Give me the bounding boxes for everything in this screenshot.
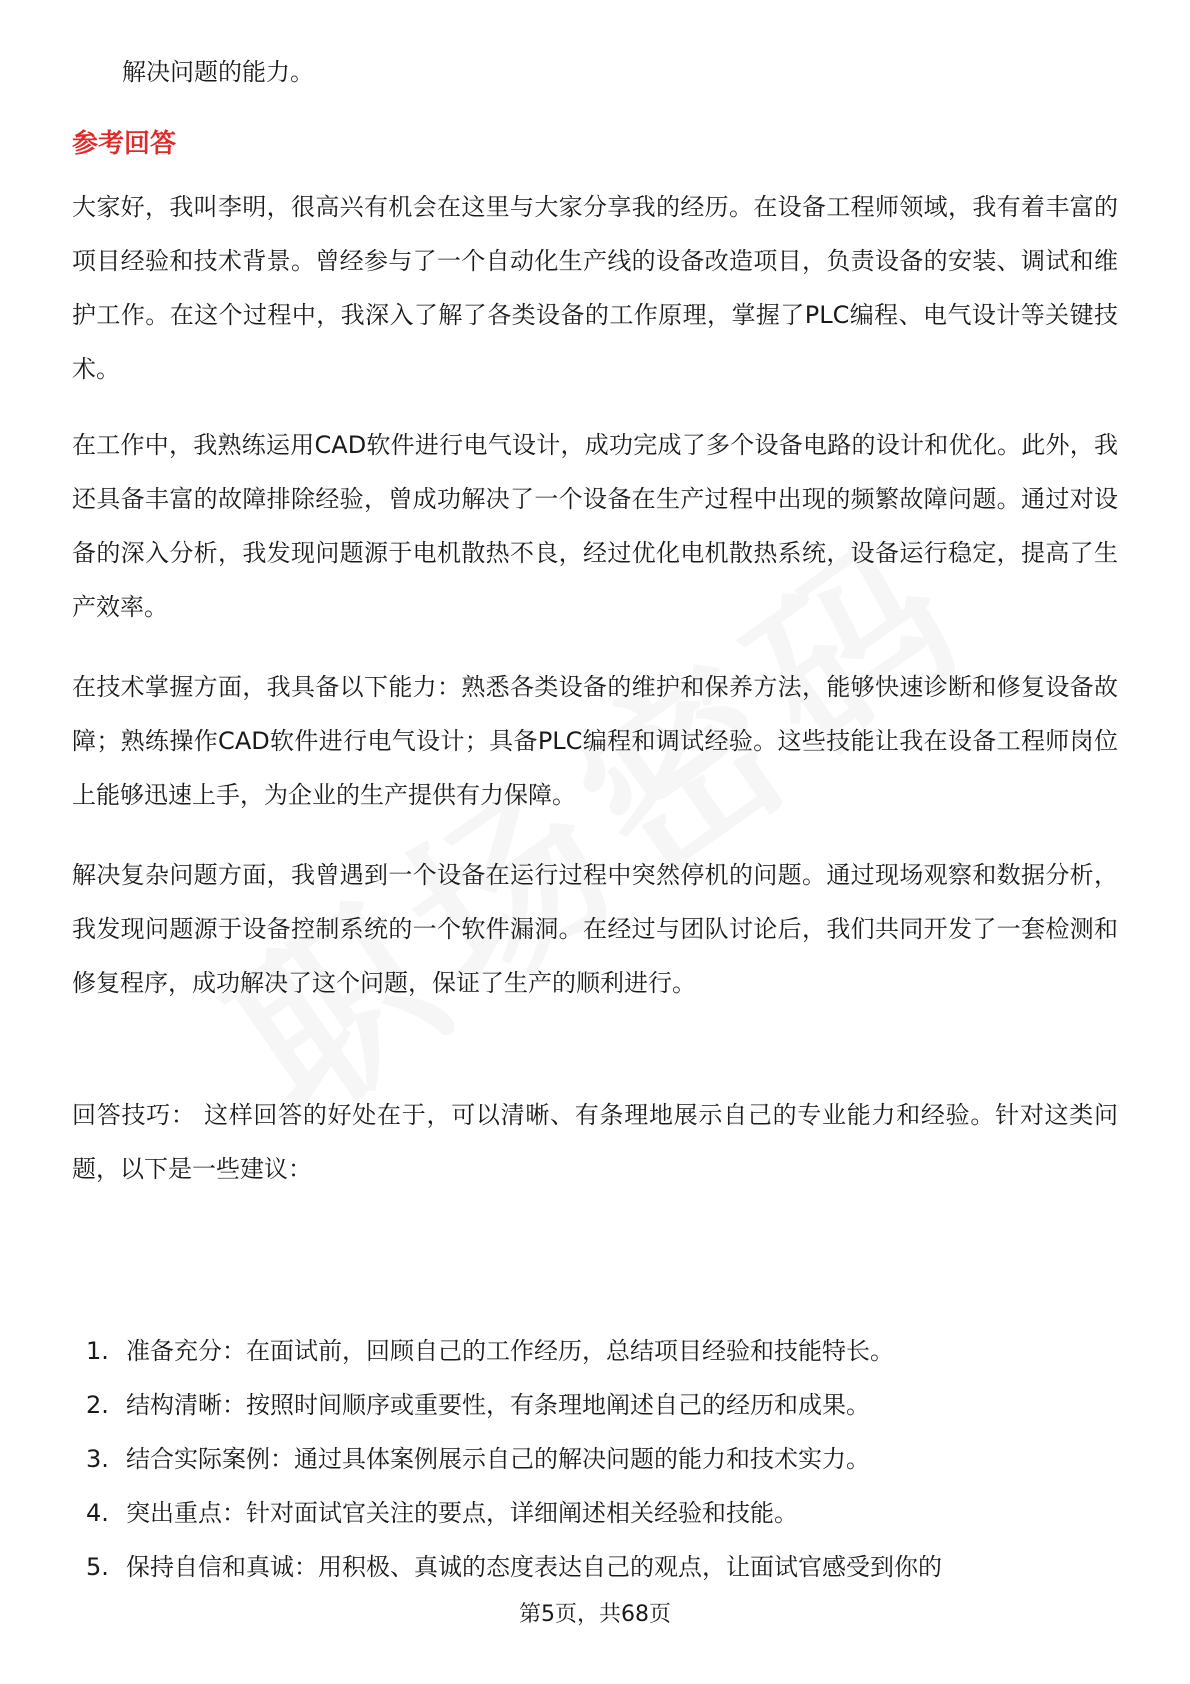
list-item [72,1378,1118,1432]
list-item [72,1486,1118,1540]
paragraph-answer-tips: 回答技巧： 这样回答的好处在于，可以清晰、有条理地展示自己的专业能力和经验。针对这类问题，以下是一些建议： [72,1101,1118,1183]
list-item-text: 保持自信和真诚：用积极、真诚的态度表达自己的观点，让面试官感受到你的 [126,1553,942,1581]
paragraph-skills: 在技术掌握方面，我具备以下能力：熟悉各类设备的维护和保养方法，能够快速诊断和修复设备故障；熟练操作CAD软件进行电气设计；具备PLC编程和调试经验。这些技能让我在设备工程师岗位上能够迅速上手，为企业的生产提供有力保障。 [72,673,1118,809]
page-footer: 第5页，共68页 [519,1602,671,1627]
list-item-number: 1. [86,1337,109,1365]
list-item-text: 结合实际案例：通过具体案例展示自己的解决问题的能力和技术实力。 [126,1445,870,1473]
paragraph-work: 在工作中，我熟练运用CAD软件进行电气设计，成功完成了多个设备电路的设计和优化。此外，我还具备丰富的故障排除经验，曾成功解决了一个设备在生产过程中出现的频繁故障问题。通过对设备的深入分析，我发现问题源于电机散热不良，经过优化电机散热系统，设备运行稳定，提高了生产效率。 [72,431,1118,621]
list-item [72,1324,1118,1378]
carryover-text: 解决问题的能力。 [122,58,314,86]
list-item-text: 准备充分：在面试前，回顾自己的工作经历，总结项目经验和技能特长。 [126,1337,894,1365]
paragraph-problem-solving: 解决复杂问题方面，我曾遇到一个设备在运行过程中突然停机的问题。通过现场观察和数据分析，我发现问题源于设备控制系统的一个软件漏洞。在经过与团队讨论后，我们共同开发了一套检测和修复程序，成功解决了这个问题，保证了生产的顺利进行。 [72,861,1118,997]
list-item-text: 突出重点：针对面试官关注的要点，详细阐述相关经验和技能。 [126,1499,798,1527]
list-item-number: 4. [86,1499,109,1527]
list-item-text: 结构清晰：按照时间顺序或重要性，有条理地阐述自己的经历和成果。 [126,1391,870,1419]
list-item [72,1432,1118,1486]
tips-list [72,1324,1118,1594]
paragraph-intro: 大家好，我叫李明，很高兴有机会在这里与大家分享我的经历。在设备工程师领域，我有着丰富的项目经验和技术背景。曾经参与了一个自动化生产线的设备改造项目，负责设备的安装、调试和维护工作。在这个过程中，我深入了解了各类设备的工作原理，掌握了PLC编程、电气设计等关键技术。 [72,193,1118,383]
list-item-number: 5. [86,1553,109,1581]
list-item-number: 3. [86,1445,109,1473]
list-item-number: 2. [86,1391,109,1419]
list-item [72,1540,1118,1594]
reference-answer-heading: 参考回答 [72,129,177,159]
